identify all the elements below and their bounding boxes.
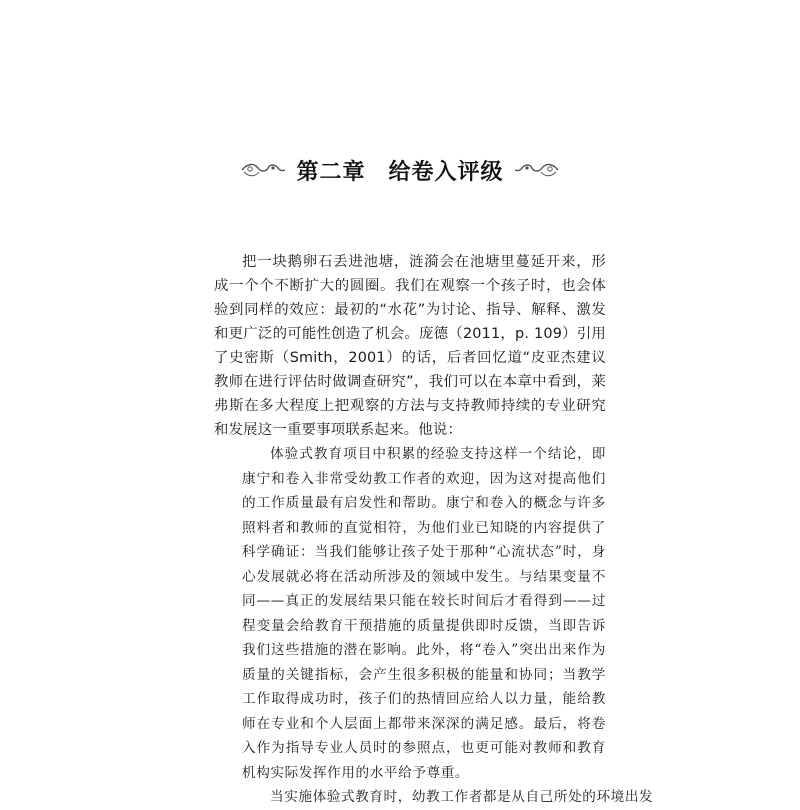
intro-paragraph: 把一块鹅卵石丢进池塘，涟漪会在池塘里蔓延开来，形成一个个不断扩大的圆圈。我们在观察一个孩子时，也会体验到同样的效应：最初的“水花”为讨论、指导、解释、激发和更广泛的可能性创造了机会。庞德（2011，p. 109）引用了史密斯（Smith，2001）的话，后者回忆道“皮亚杰建议教师在进行评估时做调查研究”，我们可以在本章中看到，莱弗斯在多大程度上把观察的方法与支持教师持续的专业研究和发展这一重要事项联系起来。他说： xyxy=(214,254,606,438)
closing-paragraph: 当实施体验式教育时，幼教工作者都是从自己所处的环境出发 xyxy=(270,789,654,805)
chapter-title: 第二章 给卷入评级 xyxy=(296,159,504,185)
left-flourish-icon xyxy=(240,160,286,180)
right-flourish-icon xyxy=(514,160,560,180)
body-text xyxy=(214,250,654,810)
block-quote: 体验式教育项目中积累的经验支持这样一个结论，即康宁和卷入非常受幼教工作者的欢迎，因为这对提高他们的工作质量最有启发性和帮助。康宁和卷入的概念与许多照料者和教师的直觉相符，为他们业已知晓的内容提供了科学确证：当我们能够让孩子处于那种“心流状态”时，身心发展就必将在活动所涉及的领域中发生。与结果变量不同——真正的发展结果只能在较长时间后才看得到——过程变量会给教育干预措施的质量提供即时反馈，当即告诉我们这些措施的潜在影响。此外，将“卷入”突出出来作为质量的关键指标，会产生很多积极的能量和协同；当教学工作取得成功时，孩子们的热情回应给人以力量，能给教师在专业和个人层面上都带来深深的满足感。最后，将卷入作为指导专业人员时的参照点，也更可能对教师和教育机构实际发挥作用的水平给予尊重。 xyxy=(242,446,606,781)
chapter-heading xyxy=(0,150,800,190)
